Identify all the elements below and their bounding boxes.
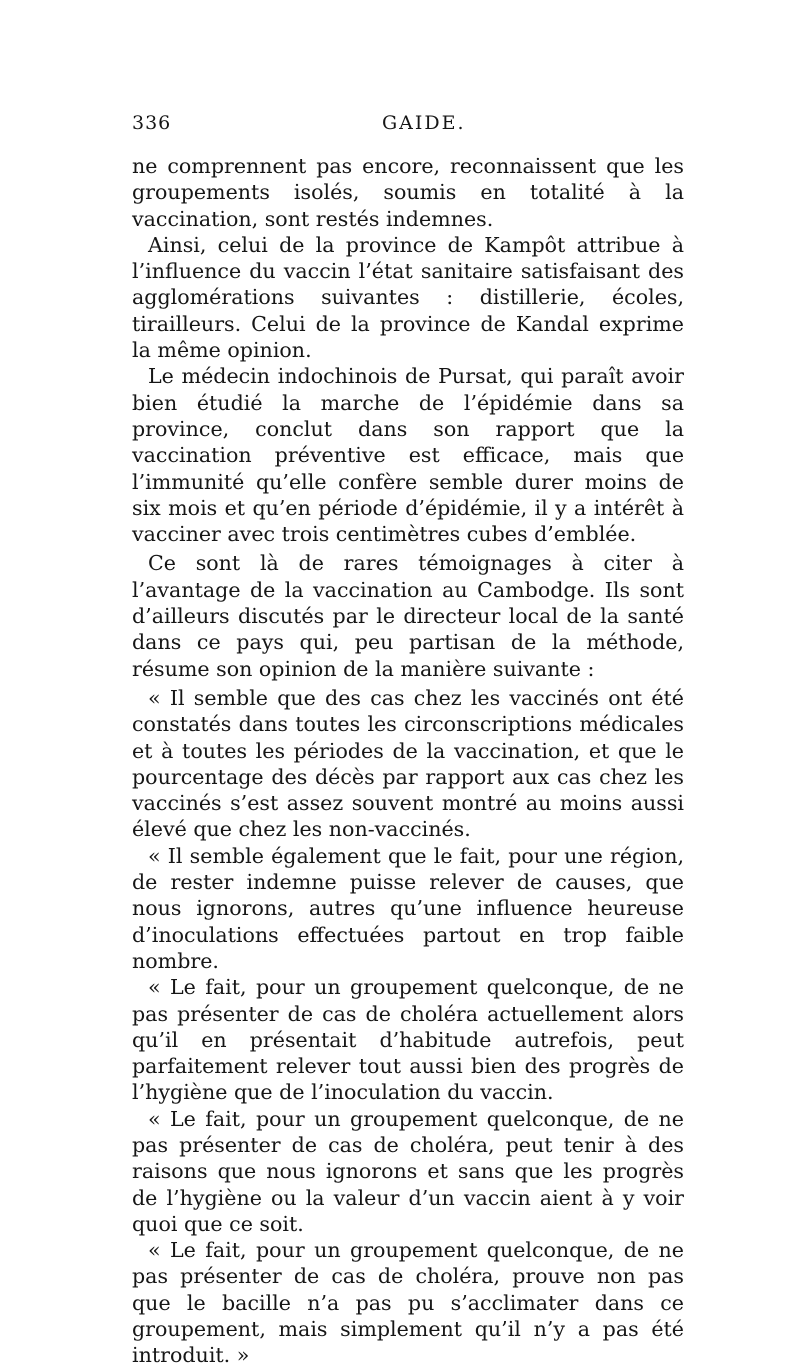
paragraph-continuation: ne comprennent pas encore, reconnaissent que les groupements isolés, soumis en totalité à la vaccination, sont restés indemnes. — [132, 154, 684, 231]
text-body — [132, 153, 684, 1369]
running-title: GAIDE. — [382, 112, 466, 134]
quote-paragraph-1: « Il semble que des cas chez les vaccinés ont été constatés dans toutes les circonscriptions médicales et à toutes les périodes de la vaccination, et que le pourcentage des décès par rapport aux cas chez les vaccinés s’est assez souvent montré au moins aussi élevé que chez les non-vaccinés. — [132, 685, 684, 842]
page-number: 336 — [132, 112, 172, 134]
quote-paragraph-3: « Le fait, pour un groupement quelconque, de ne pas présenter de cas de choléra actuellement alors qu’il en présentait d’habitude autrefois, peut parfaitement relever tout aussi bien des progrès de l’hygiène que de l’inoculation du vaccin. — [132, 975, 684, 1105]
running-head — [132, 112, 692, 140]
quote-paragraph-2: « Il semble également que le fait, pour une région, de rester indemne puisse relever de causes, que nous ignorons, autres qu’une influence heureuse d’inoculations effectuées partout en trop faible nombre. — [132, 843, 684, 973]
paragraph-temoignages: Ce sont là de rares témoignages à citer à l’avantage de la vaccination au Cambodge. Ils sont d’ailleurs discutés par le directeur local de la santé dans ce pays qui, peu partisan de la méthode, résume son opinion de la manière suivante : — [132, 551, 684, 681]
quote-paragraph-5: « Le fait, pour un groupement quelconque, de ne pas présenter de cas de choléra, prouve non pas que le bacille n’a pas pu s’acclimater dans ce groupement, mais simplement qu’il n’y a pas été introduit. » — [132, 1238, 684, 1368]
paragraph-kampot: Ainsi, celui de la province de Kampôt attribue à l’influence du vaccin l’état sanitaire satisfaisant des agglomérations suivantes : distillerie, écoles, tirailleurs. Celui de la province de Kandal exprime la même opinion. — [132, 232, 684, 363]
quote-paragraph-4: « Le fait, pour un groupement quelconque, de ne pas présenter de cas de choléra, peut tenir à des raisons que nous ignorons et sans que les progrès de l’hygiène ou la valeur d’un vaccin aient à y voir quoi que ce soit. — [132, 1106, 684, 1236]
paragraph-pursat: Le médecin indochinois de Pursat, qui paraît avoir bien étudié la marche de l’épidémie dans sa province, conclut dans son rapport que la vaccination préventive est efficace, mais que l’immunité qu’elle confère semble durer moins de six mois et qu’en période d’épidémie, il y a intérêt à vacciner avec trois centimètres cubes d’emblée. — [132, 364, 684, 547]
